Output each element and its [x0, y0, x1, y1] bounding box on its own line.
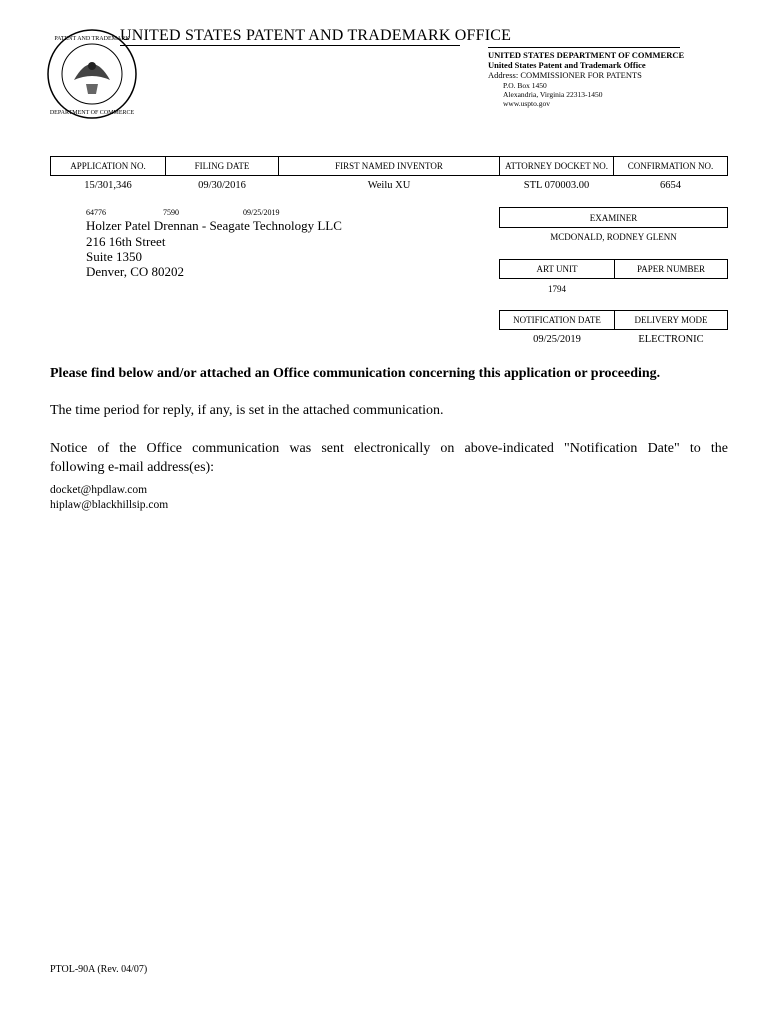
- confirmation-value: 6654: [660, 180, 681, 191]
- electronic-notice-line-1: Notice of the Office communication was sent electronically on above-indicated "Notification Date" to the: [50, 441, 728, 456]
- form-identifier: PTOL-90A (Rev. 04/07): [50, 964, 148, 975]
- col-first-inventor: FIRST NAMED INVENTOR: [278, 156, 500, 176]
- addressee-line: Denver, CO 80202: [86, 264, 185, 279]
- svg-text:DEPARTMENT OF COMMERCE: DEPARTMENT OF COMMERCE: [49, 110, 135, 116]
- filing-date-value: 09/30/2016: [198, 180, 246, 191]
- time-period-text: The time period for reply, if any, is set in the attached communication.: [50, 403, 444, 418]
- email-address: docket@hpdlaw.com: [50, 484, 148, 496]
- address-line: P.O. Box 1450: [503, 81, 547, 90]
- col-confirmation-no: CONFIRMATION NO.: [613, 156, 728, 176]
- application-no-value: 15/301,346: [84, 180, 132, 191]
- art-unit-label: ART UNIT: [536, 264, 578, 274]
- col-attorney-docket: ATTORNEY DOCKET NO.: [499, 156, 614, 176]
- svg-text:PATENT AND TRADEMARK: PATENT AND TRADEMARK: [54, 36, 130, 42]
- notification-date-label-box: [499, 310, 615, 330]
- art-unit-value: 1794: [548, 284, 566, 294]
- docket-value: STL 070003.00: [523, 180, 590, 191]
- address-line: Alexandria, Virginia 22313-1450: [503, 90, 603, 99]
- col-application-no: APPLICATION NO.: [50, 156, 166, 176]
- title-rule: [120, 45, 460, 46]
- email-address: hiplaw@blackhillsip.com: [50, 499, 169, 511]
- delivery-mode-value: ELECTRONIC: [638, 334, 704, 345]
- notice-heading: Please find below and/or attached an Office communication concerning this application or proceeding.: [50, 366, 661, 381]
- address-line: www.uspto.gov: [503, 99, 551, 108]
- delivery-mode-label-box: [614, 310, 728, 330]
- dept-line-1: UNITED STATES DEPARTMENT OF COMMERCE: [488, 50, 685, 60]
- examiner-label: EXAMINER: [589, 212, 638, 223]
- address-recipient: COMMISSIONER FOR PATENTS: [520, 70, 642, 80]
- col-filing-date: FILING DATE: [165, 156, 279, 176]
- delivery-mode-label: DELIVERY MODE: [634, 315, 708, 325]
- paper-number-label: PAPER NUMBER: [637, 264, 705, 274]
- addressee-line: 216 16th Street: [86, 234, 166, 249]
- dept-rule: [488, 47, 680, 48]
- addressee-line: Suite 1350: [86, 249, 142, 264]
- mail-date: 09/25/2019: [243, 208, 280, 217]
- addressee-line: Holzer Patel Drennan - Seagate Technology LLC: [86, 218, 342, 233]
- paper-number-label-box: [614, 259, 728, 279]
- dept-line-2: United States Patent and Trademark Office: [488, 60, 646, 70]
- application-header-table: [50, 156, 728, 176]
- address-to: [488, 70, 642, 80]
- inventor-value: Weilu XU: [367, 180, 411, 191]
- address-label: Address:: [488, 70, 519, 80]
- art-unit-label-box: [499, 259, 615, 279]
- correspondence-code: 7590: [163, 208, 179, 217]
- electronic-notice-line-2: following e-mail address(es):: [50, 460, 215, 475]
- examiner-label-box: [499, 207, 728, 228]
- examiner-name: MCDONALD, RODNEY GLENN: [550, 232, 677, 242]
- customer-number: 64776: [86, 208, 106, 217]
- notification-date-label: NOTIFICATION DATE: [513, 315, 601, 325]
- office-title: UNITED STATES PATENT AND TRADEMARK OFFICE: [120, 27, 512, 44]
- notification-date-value: 09/25/2019: [533, 334, 581, 345]
